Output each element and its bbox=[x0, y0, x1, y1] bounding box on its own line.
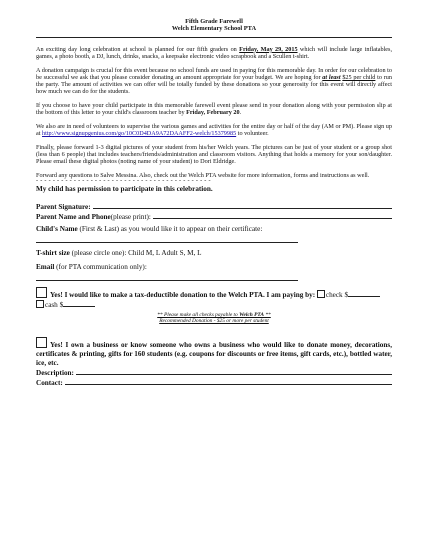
parent-name-label: Parent Name and Phone bbox=[36, 212, 111, 221]
note-text-a: ** Please make all checks payable to bbox=[157, 311, 240, 318]
child-name-field[interactable] bbox=[36, 234, 298, 243]
contact-label: Contact: bbox=[36, 378, 63, 387]
volunteer-text-a: We also are in need of volunteers to supervise the various games and activities for the entire day or half of the day (AM or PM). Please sign up at bbox=[36, 122, 392, 138]
note-text-c: ** bbox=[264, 311, 271, 318]
cut-line: - - - - - - - - - - - - - - - - - - - - - - - - - - - - - - - - - - - - - - - - - - bbox=[36, 177, 211, 183]
event-date: Friday, May 29, 2015 bbox=[239, 45, 298, 53]
letter-subtitle: Welch Elementary School PTA bbox=[171, 25, 257, 33]
email-hint: (for PTA communication only): bbox=[54, 262, 147, 271]
child-name-row bbox=[36, 225, 392, 234]
cash-checkbox[interactable] bbox=[36, 300, 44, 308]
contact-row bbox=[36, 378, 392, 388]
parent-name-hint: (please print): bbox=[110, 212, 151, 221]
recommended-donation-note: Recommended Donation - $25 or more per student bbox=[159, 318, 269, 325]
child-name-hint: (First & Last) as you would like it to appear on their certificate: bbox=[77, 224, 263, 233]
contact-field[interactable] bbox=[65, 378, 392, 385]
event-text-a: An exciting day long celebration at school is planned for our fifth graders on bbox=[36, 45, 240, 53]
volunteer-text-b: to volunteer. bbox=[236, 130, 269, 138]
parent-signature-label: Parent Signature: bbox=[36, 202, 91, 211]
event-text-b: which will include large inflatables, games, a photo booth, a DJ, lunch, drinks, snacks, a keepsake electronic video scrapbook and a Scullen t-shirt. bbox=[36, 45, 393, 61]
check-amount-field[interactable] bbox=[348, 290, 380, 297]
note-payee: Welch PTA bbox=[239, 311, 265, 318]
tshirt-options[interactable]: (please circle one): Child M, L Adult S, M, L bbox=[69, 248, 202, 257]
at-least-emphasis: at least bbox=[322, 73, 341, 81]
donation-amount: $25 per child bbox=[342, 73, 376, 81]
cash-amount-field[interactable] bbox=[63, 300, 95, 307]
donation-text-b: to run the party. The amount of activities we can offer will be totally funded by these donations so your generosity for this event will directly affect how much we can do for the students. bbox=[36, 73, 392, 96]
check-label: check $ bbox=[325, 290, 349, 299]
paragraph-event bbox=[36, 46, 392, 61]
permission-statement: My child has permission to participate in this celebration. bbox=[36, 184, 213, 193]
donation-statement: Yes! I would like to make a tax-deductible donation to the Welch PTA. I am paying by: bbox=[50, 290, 317, 299]
parent-name-field[interactable] bbox=[153, 212, 392, 219]
paragraph-questions: Forward any questions to Salve Messina. Also, check out the Welch PTA website for more information, forms and instructions as well. bbox=[36, 171, 370, 179]
donation-text-a: A donation campaign is crucial for this event because no school funds are used in paying for this memorable day. In order for our celebration to be successful we ask that you please consider donating an amount appropriate for your budget. We are hoping for bbox=[36, 66, 392, 81]
parent-name-row bbox=[36, 212, 392, 222]
description-row bbox=[36, 368, 392, 378]
child-name-label: Child's Name bbox=[36, 224, 78, 233]
tshirt-row bbox=[36, 249, 392, 258]
deadline-date: Friday, February 20 bbox=[186, 109, 240, 117]
deadline-text-b: . bbox=[239, 109, 242, 117]
parent-signature-row bbox=[36, 202, 392, 212]
signup-link[interactable]: http://www.signupgenius.com/go/10C0D4DA9A72DAAFF2-welch/15379985 bbox=[42, 130, 237, 138]
business-checkbox[interactable] bbox=[36, 337, 47, 348]
parent-signature-field[interactable] bbox=[93, 202, 392, 209]
paragraph-donation bbox=[36, 67, 392, 96]
description-label: Description: bbox=[36, 368, 74, 377]
email-label: Email bbox=[36, 262, 55, 271]
description-field[interactable] bbox=[76, 368, 392, 375]
paragraph-photos: Finally, please forward 1-3 digital pictures of your student from his/her Welch years. The pictures can be just of your student or a group shot (less than 6 people) that includes teachers/friends/administration and classroom visitors. Anything that holds a memory for your son/daughter. Please email these digital photos (noting name of your student) to Dori Eldridge. bbox=[36, 143, 392, 166]
check-checkbox[interactable] bbox=[317, 290, 325, 298]
paragraph-deadline bbox=[36, 102, 392, 117]
header-rule bbox=[36, 37, 392, 38]
cash-label: cash $ bbox=[45, 300, 64, 309]
email-field[interactable] bbox=[36, 272, 298, 281]
paragraph-volunteers bbox=[36, 123, 392, 138]
tshirt-label: T-shirt size bbox=[36, 248, 70, 257]
letter-title: Fifth Grade Farewell bbox=[185, 18, 243, 25]
business-option bbox=[36, 337, 392, 368]
email-row bbox=[36, 263, 392, 272]
donation-option bbox=[36, 287, 392, 310]
business-statement: Yes! I own a business or know someone who owns a business who would like to donate money, decorations, certificates & printing, gifts for 160 students (e.g. coupons for discounts or free items, gift cards, etc.), bottled water, ice, etc. bbox=[36, 340, 392, 367]
donation-checkbox[interactable] bbox=[36, 287, 47, 298]
deadline-text-a: If you choose to have your child participate in this memorable farewell event please send in your donation along with your permission slip at the bottom of this letter to your child's classroom teacher by bbox=[36, 101, 392, 117]
